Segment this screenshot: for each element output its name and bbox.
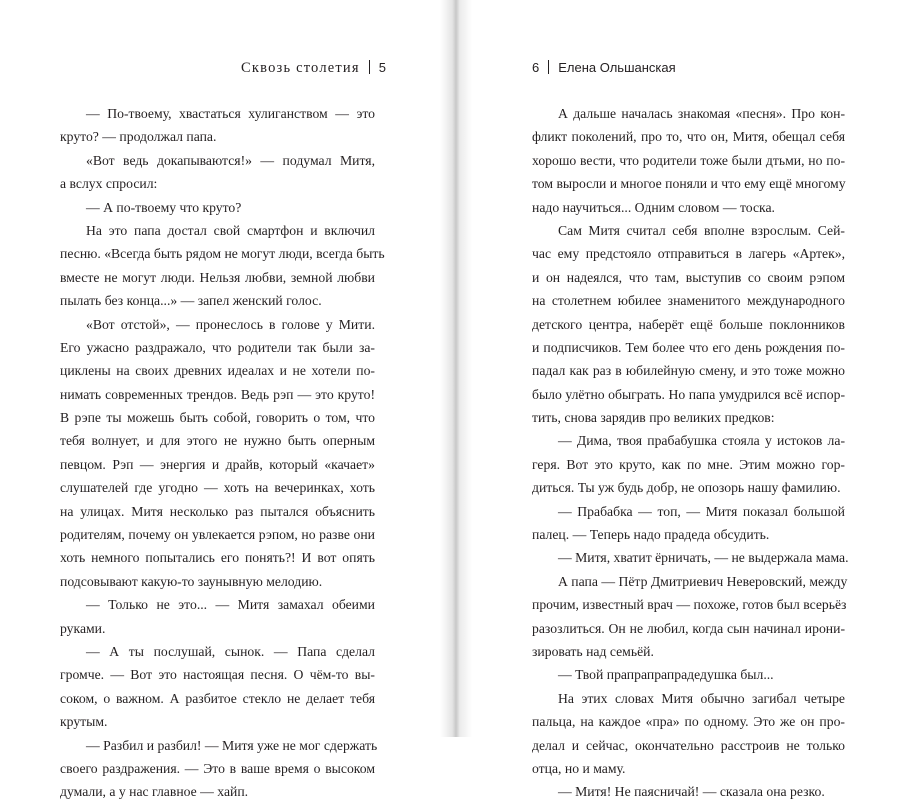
text-line: на улицах. Митя несколько раз пытался объяснить	[60, 503, 375, 519]
text-line: хоть немного попытались его понять?! И вот опять	[60, 550, 375, 566]
text-line: родителям, почему он увлекается рэпом, но разве они	[60, 527, 375, 543]
text-line: диться. Ты уж будь добр, не опозорь нашу фамилию.	[532, 480, 841, 496]
text-line: геря. Вот это круто, как по мне. Этим можно гор-	[532, 456, 845, 472]
body-text	[60, 102, 385, 804]
text-line: делал и сейчас, окончательно расстроив не только	[532, 737, 845, 753]
text-line: круто? — продолжал папа.	[60, 129, 217, 145]
text-line: том выросли и многое поняли и что ему ещё многому	[532, 176, 846, 192]
text-line: фликт поколений, про то, что он, Митя, обещал себя	[532, 129, 845, 145]
text-line: слушателей где угодно — хоть на вечеринках, хоть	[60, 480, 375, 496]
text-line: «Вот отстой», — пронеслось в голове у Мити.	[86, 316, 375, 332]
text-line: громче. — Вот это настоящая песня. О чём-то вы-	[60, 667, 375, 683]
text-line: час ему предстояло отправиться в лагерь «Артек»,	[532, 246, 845, 262]
body-text	[532, 102, 849, 804]
text-line: — Митя! Не паясничай! — сказала она резко.	[558, 784, 825, 800]
text-line: — По-твоему, хвастаться хулиганством — это	[86, 106, 375, 121]
text-line: А дальше началась знакомая «песня». Про кон-	[558, 106, 845, 121]
author-name: Елена Ольшанская	[558, 60, 676, 75]
text-line: циклены на своих древних идеалах и не хотели по-	[60, 363, 375, 379]
text-line: — Разбил и разбил! — Митя уже не мог сдержать	[86, 737, 378, 753]
text-line: и подписчиков. Тем более что его день рождения по-	[532, 339, 845, 355]
text-line: В рэпе ты можешь быть собой, говорить о том, что	[60, 410, 375, 426]
text-line: отца, но и маму.	[532, 760, 626, 776]
text-line: На это папа достал свой смартфон и включил	[86, 222, 375, 238]
running-header-left	[241, 58, 386, 78]
text-line: крутым.	[60, 714, 108, 730]
text-line: пальца, на каждое «пра» по одному. Это же он про-	[532, 714, 845, 730]
text-line: подсовывают какую-то заунывную мелодию.	[60, 573, 323, 589]
header-separator	[369, 60, 370, 74]
text-line: — Твой прапрапрапрадедушка был...	[558, 667, 774, 683]
text-line: Сам Митя считал себя вполне взрослым. Сей-	[558, 222, 845, 238]
text-line: нимать современных трендов. Ведь рэп — это круто!	[60, 386, 375, 402]
text-line: а вслух спросил:	[60, 176, 158, 192]
text-line: Его ужасно раздражало, что родители так были за-	[60, 339, 375, 355]
text-line: думали, а у нас главное — хайп.	[60, 784, 249, 800]
page-number: 5	[378, 60, 386, 75]
text-line: было улётно обыграть. Но папа умудрился всё испор-	[532, 386, 845, 402]
text-line: вместе не могут люди. Нельзя любви, земной любви	[60, 269, 375, 285]
book-gutter-shadow	[440, 0, 472, 737]
page-number: 6	[532, 60, 540, 75]
text-line: — А ты послушай, сынок. — Папа сделал	[86, 643, 375, 659]
running-header-right	[532, 58, 676, 78]
text-line: — А по-твоему что круто?	[86, 199, 242, 215]
text-line: А папа — Пётр Дмитриевич Неверовский, между	[558, 573, 848, 589]
text-line: детского центра, наберёт ещё больше поклонников	[532, 316, 845, 332]
text-line: хорошо вести, что родители тоже были дтьми, но по-	[532, 152, 845, 168]
text-line: тить, снова зарядив про великих предков:	[532, 410, 775, 426]
text-line: разозлиться. Он не любил, когда сын начинал ирони-	[532, 620, 845, 636]
text-line: На этих словах Митя обычно загибал четыре	[558, 690, 845, 706]
left-page	[0, 0, 452, 800]
book-title: Сквозь столетия	[241, 60, 360, 76]
text-line: надо научиться... Одним словом — тоска.	[532, 199, 775, 215]
text-line: падал как раз в юбилейную смену, и это тоже можно	[532, 363, 845, 379]
text-line: — Митя, хватит ёрничать, — не выдержала мама.	[558, 550, 849, 566]
text-line: зировать над семьёй.	[532, 643, 654, 659]
text-line: пылать без конца...» — запел женский голос.	[60, 293, 322, 309]
text-line: — Дима, твоя прабабушка стояла у истоков ла-	[558, 433, 845, 449]
text-line: певцом. Рэп — энергия и драйв, который «качает»	[60, 456, 375, 472]
text-line: палец. — Теперь надо прадеда обсудить.	[532, 527, 770, 543]
text-line: прочим, известный врач — похоже, готов был всерьёз	[532, 597, 847, 613]
text-line: соком, о важном. А разбитое стекло не делает тебя	[60, 690, 375, 706]
text-line: своего раздражения. — Это в ваше время о высоком	[60, 760, 375, 776]
text-line: — Только не это... — Митя замахал обеими	[86, 597, 375, 613]
header-separator	[548, 60, 549, 74]
text-line: на столетнем юбилее знаменитого международного	[532, 293, 845, 309]
right-page	[460, 0, 913, 800]
text-line: руками.	[60, 620, 106, 636]
text-line: и он надеялся, что там, выступив со своим рэпом	[532, 269, 845, 285]
text-line: тебя волнует, и для этого не нужно быть оперным	[60, 433, 375, 449]
text-line: — Прабабка — топ, — Митя показал большой	[558, 503, 845, 519]
text-line: «Вот ведь докапываются!» — подумал Митя,	[86, 152, 375, 168]
text-line: песню. «Всегда быть рядом не могут люди, всегда быть	[60, 246, 385, 262]
